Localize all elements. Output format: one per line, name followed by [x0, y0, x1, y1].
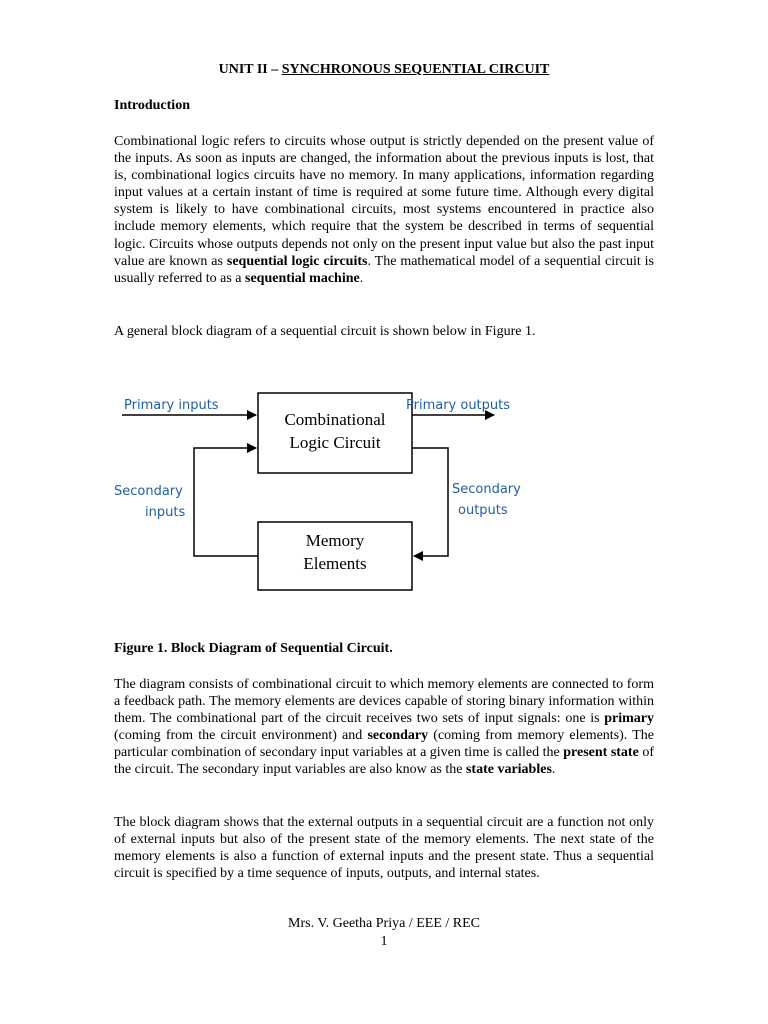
memory-label-line2: Elements	[303, 554, 367, 573]
combinational-label-line1: Combinational	[284, 410, 386, 429]
bold-term: primary	[604, 711, 654, 727]
secondary-inputs-label-line2: inputs	[145, 505, 186, 520]
text-run: .	[359, 270, 364, 286]
primary-outputs-label: Primary outputs	[406, 398, 511, 413]
page-title	[0, 62, 768, 78]
text-run: (coming from memory elements). The particular combination of secondary input variables at a given time is called the	[114, 728, 654, 761]
block-diagram-summary-paragraph: The block diagram shows that the external outputs in a sequential circuit are a function not only of external inputs but also of the present state of the memory elements. The next state of the memory elements is also a function of external inputs and the present state. Thus a sequential circuit is specified by a time sequence of inputs, outputs, and internal states.	[114, 815, 654, 882]
memory-label-line1: Memory	[305, 531, 365, 550]
secondary-output-arrow	[412, 448, 448, 556]
figure-reference-paragraph: A general block diagram of a sequential circuit is shown below in Figure 1.	[114, 324, 536, 339]
text-run: Combinational logic refers to circuits whose output is strictly depended on the present value of the inputs. As soon as inputs are changed, the information about the previous inputs is lost, that is, combinational logics circuits have no memory. In many applications, information regarding input values at a certain instant of time is required at some future time. Although every digital system is likely to have combinational circuits, most systems encountered in practice also include memory elements, which require that the system be described in terms of sequential logic. Circuits whose outputs depends not only on the present input value but also the past input value are known as	[114, 134, 654, 269]
secondary-outputs-label-line1: Secondary	[452, 482, 521, 497]
page-number: 1	[380, 934, 388, 949]
text-run: The diagram consists of combinational circuit to which memory elements are connected to form a feedback path. The memory elements are devices capable of storing binary information within them. The combinational part of the circuit receives two sets of input signals: one is	[114, 677, 654, 727]
bold-term: present state	[563, 745, 639, 761]
secondary-inputs-label-line1: Secondary	[114, 484, 183, 499]
text-run: . The mathematical model of a sequential circuit is usually referred to as a	[114, 253, 654, 286]
title-underlined: SYNCHRONOUS SEQUENTIAL CIRCUIT	[281, 62, 550, 77]
figure-caption: Figure 1. Block Diagram of Sequential Circuit.	[114, 641, 393, 656]
bold-term: state variables	[465, 762, 552, 778]
combinational-label-line2: Logic Circuit	[289, 433, 381, 452]
introduction-heading: Introduction	[114, 98, 190, 113]
bold-term: secondary	[367, 728, 429, 744]
secondary-input-arrow	[194, 448, 258, 556]
title-prefix: UNIT II –	[218, 62, 282, 77]
bold-term: sequential logic circuits	[226, 253, 368, 269]
text-run: .	[551, 762, 556, 778]
footer-author: Mrs. V. Geetha Priya / EEE / REC	[288, 916, 480, 931]
primary-inputs-label: Primary inputs	[124, 398, 219, 413]
diagram-explanation-paragraph	[114, 676, 654, 779]
bold-term: sequential machine	[245, 270, 360, 286]
sequential-circuit-block-diagram	[110, 380, 550, 600]
text-run: of the circuit. The secondary input variables are also know as the	[114, 745, 654, 778]
secondary-outputs-label-line2: outputs	[458, 503, 508, 518]
introduction-paragraph	[114, 133, 654, 287]
text-run: (coming from the circuit environment) and	[114, 728, 368, 744]
